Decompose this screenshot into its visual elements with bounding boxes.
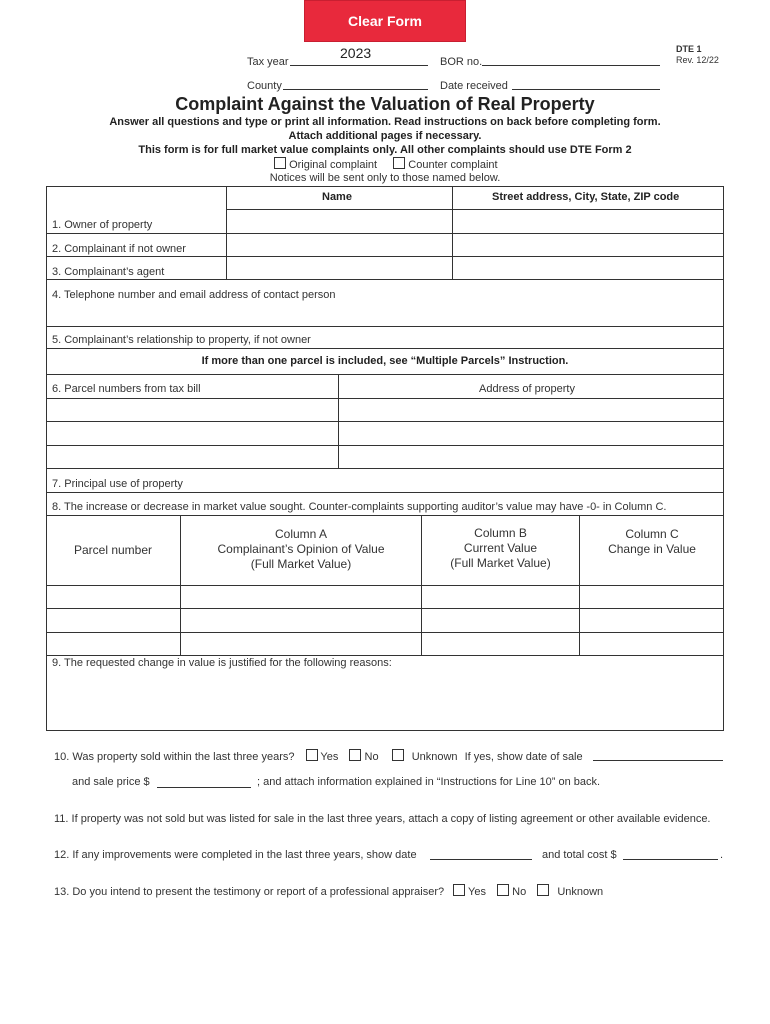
- q10-no-label: No: [364, 751, 379, 763]
- row-contact-label: 4. Telephone number and email address of contact person: [52, 289, 336, 301]
- owner-name-field[interactable]: [227, 210, 451, 232]
- q10-yes-checkbox[interactable]: [306, 749, 318, 761]
- column-c-header: Column C Change in Value: [608, 527, 696, 556]
- property-address-field-1[interactable]: [339, 399, 723, 420]
- tax-year-label: Tax year: [247, 56, 289, 68]
- value-col-a-field-1[interactable]: [181, 586, 420, 607]
- value-parcel-field-1[interactable]: [47, 586, 179, 607]
- parcel-number-field-3[interactable]: [47, 446, 337, 467]
- instruction-line-2: Attach additional pages if necessary.: [288, 130, 482, 142]
- column-b-header: Column B Current Value (Full Market Value): [450, 526, 551, 570]
- notice-text: Notices will be sent only to those named below.: [269, 172, 501, 184]
- form-id: DTE 1: [676, 44, 702, 54]
- row-owner-label: 1. Owner of property: [52, 219, 153, 231]
- original-complaint-label: Original complaint: [289, 159, 378, 171]
- page-title: Complaint Against the Valuation of Real Property: [175, 94, 595, 114]
- form-revision: Rev. 12/22: [676, 55, 719, 65]
- question-11: 11. If property was not sold but was listed for sale in the last three years, attach a copy of listing agreement or other available evidence.: [54, 813, 711, 825]
- parcel-number-header: Parcel number: [73, 543, 153, 557]
- county-field[interactable]: [283, 77, 428, 90]
- clear-form-button[interactable]: Clear Form: [304, 0, 466, 42]
- row-parcel-numbers-label: 6. Parcel numbers from tax bill: [52, 383, 201, 395]
- q10-price-label: and sale price $: [72, 776, 150, 788]
- q10-attach-text: ; and attach information explained in “Instructions for Line 10” on back.: [257, 776, 601, 788]
- sale-price-field[interactable]: [157, 775, 251, 788]
- parcel-number-field-2[interactable]: [47, 422, 337, 444]
- complainant-name-field[interactable]: [227, 234, 451, 255]
- q10-unknown-label: Unknown: [411, 751, 458, 763]
- row-agent-label: 3. Complainant’s agent: [52, 266, 165, 278]
- value-col-c-field-1[interactable]: [580, 586, 723, 607]
- q13-unknown-label: Unknown: [557, 886, 604, 898]
- col-name-header: Name: [322, 191, 352, 203]
- owner-address-field[interactable]: [453, 210, 723, 232]
- question-13: 13. Do you intend to present the testimony or report of a professional appraiser? Yes No Unknown: [54, 886, 604, 898]
- complainant-address-field[interactable]: [453, 234, 723, 255]
- q10-date-label: If yes, show date of sale: [464, 751, 583, 763]
- bor-field[interactable]: [482, 53, 660, 66]
- q12-end: .: [720, 849, 724, 861]
- date-received-label: Date received: [440, 80, 508, 92]
- agent-address-field[interactable]: [453, 257, 723, 278]
- agent-name-field[interactable]: [227, 257, 451, 278]
- row-principal-use-label: 7. Principal use of property: [52, 478, 183, 490]
- county-label: County: [247, 80, 282, 92]
- q13-no-checkbox[interactable]: [497, 884, 509, 896]
- q10-yes-label: Yes: [320, 751, 339, 763]
- original-complaint-checkbox[interactable]: [274, 157, 286, 169]
- property-address-field-2[interactable]: [339, 422, 723, 444]
- instruction-line-3: This form is for full market value complaints only. All other complaints should use DTE Form 2: [138, 144, 632, 156]
- improvement-date-field[interactable]: [430, 847, 532, 860]
- value-col-b-field-1[interactable]: [422, 586, 578, 607]
- question-10: 10. Was property sold within the last three years? Yes No Unknown If yes, show date of sale: [54, 751, 583, 763]
- q10-no-checkbox[interactable]: [349, 749, 361, 761]
- tax-year-value: 2023: [340, 45, 372, 61]
- row-reasons-label: 9. The requested change in value is justified for the following reasons:: [52, 657, 392, 669]
- row-relationship-label: 5. Complainant’s relationship to property, if not owner: [52, 334, 311, 346]
- sale-date-field[interactable]: [593, 748, 723, 761]
- improvement-cost-field[interactable]: [623, 847, 718, 860]
- row-complainant-label: 2. Complainant if not owner: [52, 243, 186, 255]
- parcel-number-field-1[interactable]: [47, 399, 337, 420]
- q13-unknown-checkbox[interactable]: [537, 884, 549, 896]
- q13-yes-checkbox[interactable]: [453, 884, 465, 896]
- counter-complaint-checkbox[interactable]: [393, 157, 405, 169]
- property-address-field-3[interactable]: [339, 446, 723, 467]
- q13-no-label: No: [512, 886, 527, 898]
- counter-complaint-label: Counter complaint: [408, 159, 498, 171]
- date-received-field[interactable]: [512, 77, 660, 90]
- instruction-line-1: Answer all questions and type or print all information. Read instructions on back before completing form.: [109, 116, 661, 128]
- q12-cost-label: and total cost $: [542, 849, 617, 861]
- question-12: 12. If any improvements were completed in the last three years, show date: [54, 849, 417, 861]
- q13-yes-label: Yes: [468, 886, 486, 898]
- multiple-parcels-note: If more than one parcel is included, see “Multiple Parcels” Instruction.: [201, 355, 569, 367]
- reasons-field[interactable]: [47, 672, 723, 730]
- column-a-header: Column A Complainant’s Opinion of Value (Full Market Value): [217, 527, 385, 571]
- q10-unknown-checkbox[interactable]: [392, 749, 404, 761]
- col-address-header: Street address, City, State, ZIP code: [492, 191, 680, 203]
- contact-field[interactable]: [47, 303, 723, 325]
- address-of-property-header: Address of property: [479, 383, 575, 395]
- bor-label: BOR no.: [440, 56, 483, 68]
- row-value-sought-label: 8. The increase or decrease in market value sought. Counter-complaints supporting auditor’s value may have -0- in Column C.: [52, 501, 667, 513]
